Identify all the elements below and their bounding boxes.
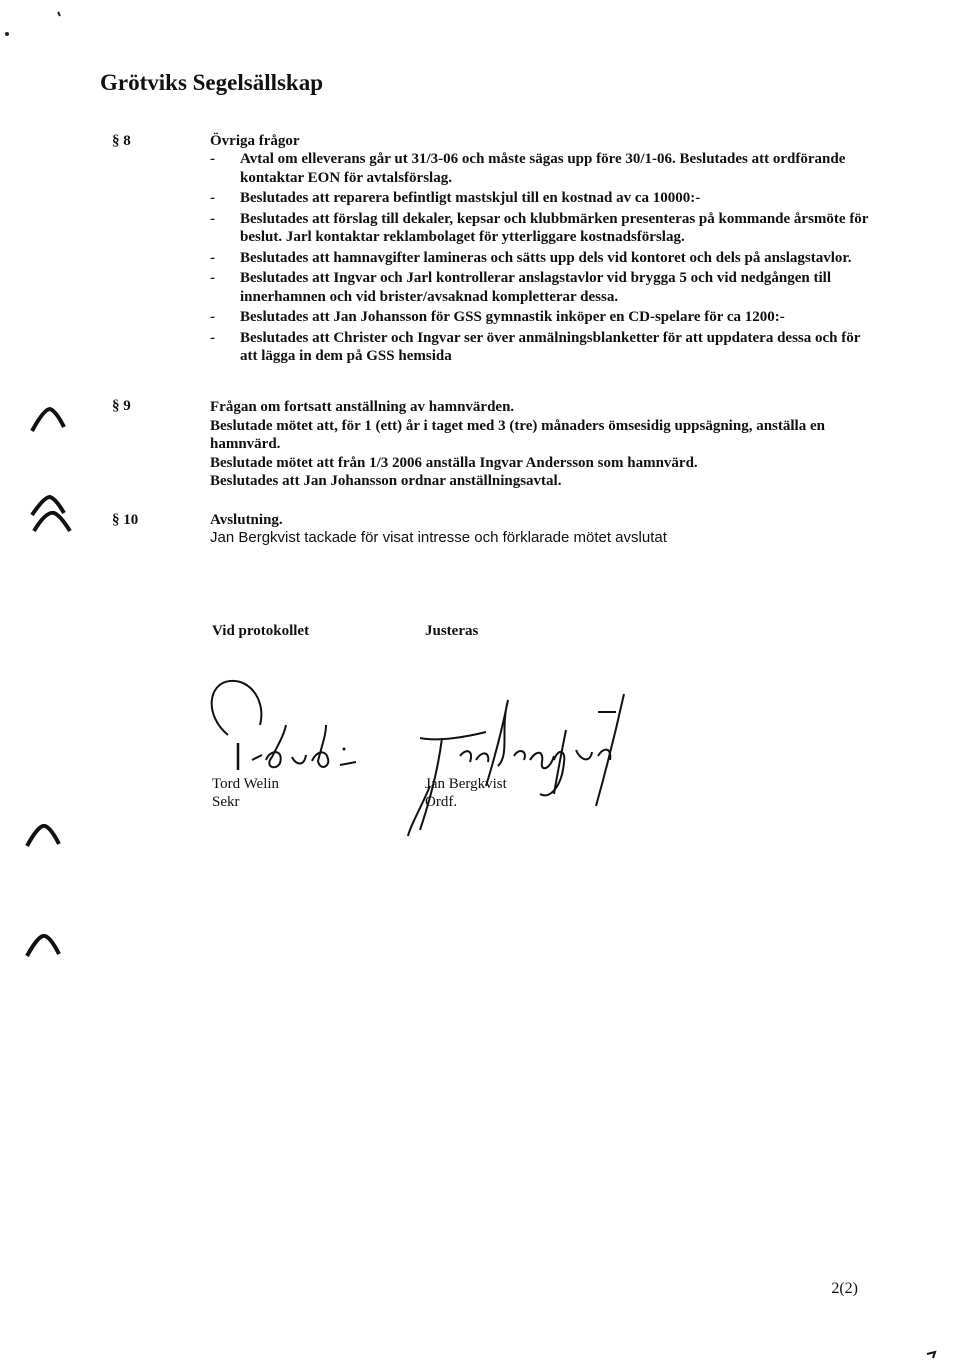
list-item: - Beslutades att Ingvar och Jarl kontrollerar anslagstavlor vid brygga 5 och vid nedgången till innerhamnen och vid brister/avsaknad kompletterar dessa. <box>210 270 832 305</box>
list-item: - Beslutades att förslag till dekaler, kepsar och klubbmärken presenteras på kommande årsmöte för beslut. Jarl kontaktar reklambolaget för ytterliggare kostnadsförslag. <box>210 210 869 245</box>
section-heading-9: Frågan om fortsatt anställning av hamnvärden. <box>210 399 515 415</box>
scan-speck-mark <box>0 0 70 30</box>
list-item: - Beslutades att Christer och Ingvar ser över anmälningsblanketter för att uppdatera dessa och för att lägga in dem på GSS hemsida <box>210 329 861 364</box>
paragraph-line: Beslutade mötet att, för 1 (ett) år i taget med 3 (tre) månaders ömsesidig uppsägning, anställa en hamnvärd. <box>210 417 825 452</box>
secretary-signature <box>200 675 380 780</box>
chairman-role: Ordf. <box>425 794 458 810</box>
closing-line: Jan Bergkvist tackade för visat intresse och förklarade mötet avslutat <box>210 529 667 546</box>
list-item: - Beslutades att reparera befintligt mastskjul till en kostnad av ca 10000:- <box>210 190 701 206</box>
chairman-name: Jan Bergkvist <box>425 776 507 792</box>
section-number-8: § 8 <box>112 133 131 149</box>
section-8-item-list <box>210 150 870 368</box>
approver-label: Justeras <box>425 623 479 639</box>
margin-check-mark <box>25 932 65 962</box>
margin-check-mark <box>25 822 65 852</box>
secretary-name: Tord Welin <box>212 776 280 792</box>
minutes-taker-label: Vid protokollet <box>212 623 310 639</box>
chairman-signature <box>390 690 650 840</box>
scan-speck-mark <box>925 1340 945 1360</box>
margin-check-mark <box>30 507 80 537</box>
section-heading-10: Avslutning. <box>210 512 283 528</box>
page-title: Grötviks Segelsällskap <box>100 70 324 95</box>
page-number: 2(2) <box>831 1280 858 1297</box>
list-item: - Beslutades att Jan Johansson för GSS gymnastik inköper en CD-spelare för ca 1200:- <box>210 309 785 325</box>
list-item: - Avtal om elleverans går ut 31/3-06 och måste sägas upp före 30/1-06. Beslutades att ordförande kontaktar EON för avtalsförslag. <box>210 151 846 186</box>
list-item: - Beslutades att hamnavgifter lamineras och sätts upp dels vid kontoret och dels på anslagstavlor. <box>210 249 852 266</box>
margin-check-mark <box>30 405 70 435</box>
section-number-9: § 9 <box>112 398 131 414</box>
chairman-signature-block <box>425 775 507 811</box>
paragraph-line: Beslutade mötet att från 1/3 2006 anställa Ingvar Andersson som hamnvärd. <box>210 454 698 471</box>
section-9-block <box>210 398 860 491</box>
section-heading-8: Övriga frågor <box>210 133 300 149</box>
section-10-block <box>210 512 860 546</box>
secretary-role: Sekr <box>212 794 240 810</box>
section-number-10: § 10 <box>112 512 139 528</box>
secretary-signature-block <box>212 775 279 811</box>
paragraph-line: Beslutades att Jan Johansson ordnar anställningsavtal. <box>210 473 562 489</box>
